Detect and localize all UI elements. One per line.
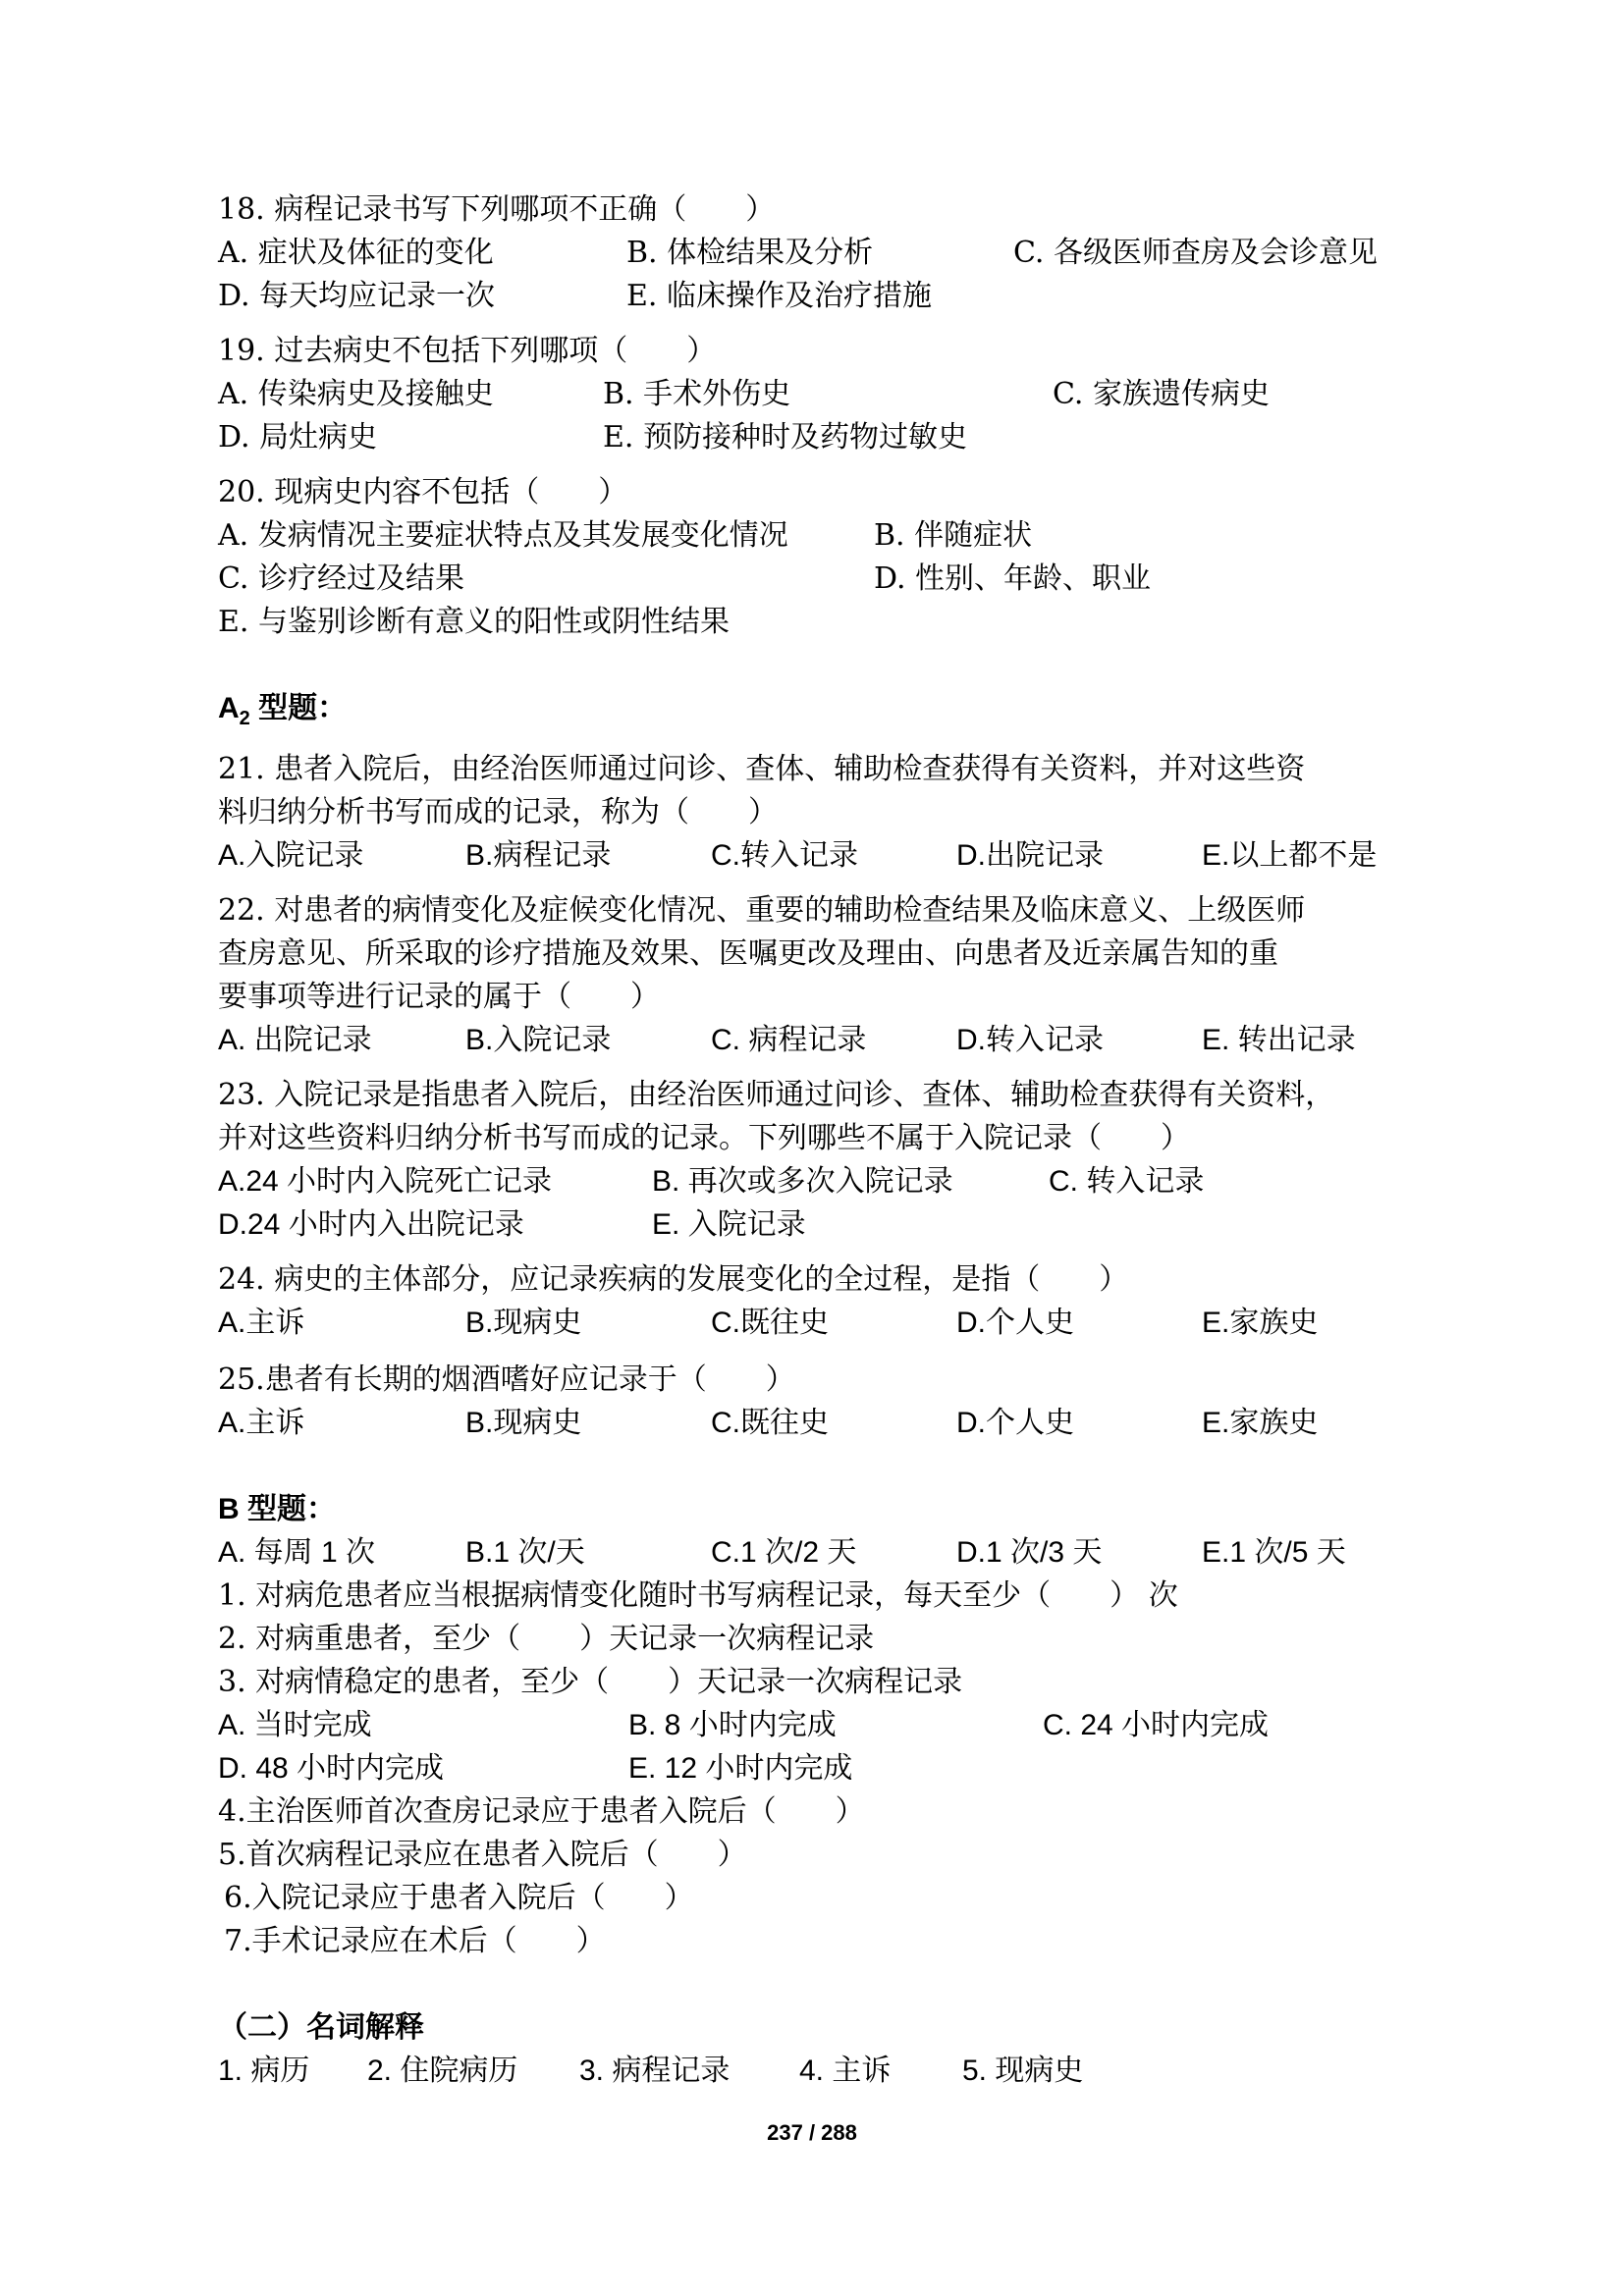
section-heading-b: B 型题：	[218, 1493, 336, 1525]
q22-stem-line1: 22. 对患者的病情变化及症候变化情况、重要的辅助检查结果及临床意义、上级医师	[218, 893, 1306, 928]
b-question-4: 4.主治医师首次查房记录应于患者入院后（ ）	[218, 1794, 865, 1829]
q21-option-a: A.入院记录	[218, 839, 364, 872]
b1-option-b: B.1 次/天	[465, 1536, 585, 1569]
q19-option-b: B. 手术外伤史	[603, 377, 791, 411]
q23-option-a: A.24 小时内入院死亡记录	[218, 1165, 553, 1198]
q18-option-b: B. 体检结果及分析	[626, 236, 874, 270]
q25-option-a: A.主诉	[218, 1407, 305, 1439]
q22-stem-line2: 查房意见、所采取的诊疗措施及效果、医嘱更改及理由、向患者及近亲属告知的重	[218, 936, 1278, 971]
b1-option-e: E.1 次/5 天	[1202, 1536, 1346, 1569]
q22-stem-line3: 要事项等进行记录的属于（ ）	[218, 980, 660, 1014]
q19-option-d: D. 局灶病史	[218, 420, 378, 454]
b1-option-c: C.1 次/2 天	[711, 1536, 857, 1569]
q20-option-b: B. 伴随症状	[874, 518, 1033, 553]
b2-option-d: D. 48 小时内完成	[218, 1752, 445, 1785]
q18-option-a: A. 症状及体征的变化	[218, 236, 494, 270]
q23-option-d: D.24 小时内入出院记录	[218, 1208, 524, 1241]
q19-option-a: A. 传染病史及接触史	[218, 377, 494, 411]
b-question-7: 7.手术记录应在术后（ ）	[224, 1924, 606, 1958]
q25-option-c: C.既往史	[711, 1407, 829, 1439]
term-item: 2. 住院病历	[367, 2055, 518, 2087]
q24-option-c: C.既往史	[711, 1307, 829, 1339]
q24-option-e: E.家族史	[1202, 1307, 1319, 1339]
q21-option-c: C.转入记录	[711, 839, 858, 872]
q23-stem-line1: 23. 入院记录是指患者入院后，由经治医师通过问诊、查体、辅助检查获得有关资料，	[218, 1078, 1335, 1112]
q23-option-c: C. 转入记录	[1049, 1165, 1205, 1198]
b2-option-a: A. 当时完成	[218, 1709, 372, 1741]
term-item: 4. 主诉	[799, 2055, 892, 2087]
page-number: 237 / 288	[767, 2120, 857, 2145]
b1-option-a: A. 每周 1 次	[218, 1536, 376, 1569]
q20-option-a: A. 发病情况主要症状特点及其发展变化情况	[218, 518, 788, 553]
q25-option-e: E.家族史	[1202, 1407, 1319, 1439]
term-item: 1. 病历	[218, 2055, 310, 2087]
q18-option-d: D. 每天均应记录一次	[218, 279, 496, 313]
b-question-5: 5.首次病程记录应在患者入院后（ ）	[218, 1838, 747, 1872]
b-question-6: 6.入院记录应于患者入院后（ ）	[224, 1881, 694, 1915]
b-question-2: 2. 对病重患者，至少（ ）天记录一次病程记录	[218, 1622, 875, 1656]
q23-option-b: B. 再次或多次入院记录	[652, 1165, 953, 1198]
q21-stem-line1: 21. 患者入院后，由经治医师通过问诊、查体、辅助检查获得有关资料，并对这些资	[218, 752, 1306, 786]
section-heading-a2: $A_2$ 型题：	[218, 692, 348, 729]
q21-stem-line2: 料归纳分析书写而成的记录，称为（ ）	[218, 795, 778, 829]
q20-stem: 20. 现病史内容不包括（ ）	[218, 475, 628, 509]
term-item: 5. 现病史	[962, 2055, 1084, 2087]
b2-option-c: C. 24 小时内完成	[1043, 1709, 1270, 1741]
q18-option-c: C. 各级医师查房及会诊意见	[1013, 236, 1378, 270]
q22-option-c: C. 病程记录	[711, 1024, 867, 1056]
q24-option-b: B.现病史	[465, 1307, 582, 1339]
q18-option-e: E. 临床操作及治疗措施	[626, 279, 932, 313]
q21-option-e: E.以上都不是	[1202, 839, 1378, 872]
q22-option-b: B.入院记录	[465, 1024, 612, 1056]
q22-option-a: A. 出院记录	[218, 1024, 372, 1056]
q23-stem-line2: 并对这些资料归纳分析书写而成的记录。下列哪些不属于入院记录（ ）	[218, 1121, 1190, 1155]
b2-option-b: B. 8 小时内完成	[628, 1709, 837, 1741]
q25-option-d: D.个人史	[956, 1407, 1074, 1439]
q21-option-b: B.病程记录	[465, 839, 612, 872]
q20-option-c: C. 诊疗经过及结果	[218, 561, 464, 596]
q22-option-d: D.转入记录	[956, 1024, 1104, 1056]
b2-option-e: E. 12 小时内完成	[628, 1752, 853, 1785]
q25-stem: 25.患者有长期的烟酒嗜好应记录于（ ）	[218, 1362, 795, 1397]
q25-option-b: B.现病史	[465, 1407, 582, 1439]
q18-stem: 18. 病程记录书写下列哪项不正确（ ）	[218, 192, 776, 227]
q20-option-e: E. 与鉴别诊断有意义的阳性或阴性结果	[218, 605, 730, 639]
q22-option-e: E. 转出记录	[1202, 1024, 1356, 1056]
q19-option-c: C. 家族遗传病史	[1053, 377, 1270, 411]
b-question-3: 3. 对病情稳定的患者，至少（ ）天记录一次病程记录	[218, 1665, 963, 1699]
q23-option-e: E. 入院记录	[652, 1208, 806, 1241]
q24-option-a: A.主诉	[218, 1307, 305, 1339]
b1-option-d: D.1 次/3 天	[956, 1536, 1103, 1569]
q21-option-d: D.出院记录	[956, 839, 1104, 872]
q24-stem: 24. 病史的主体部分，应记录疾病的发展变化的全过程，是指（ ）	[218, 1262, 1129, 1297]
section-heading-terms: （二）名词解释	[218, 2011, 424, 2044]
term-item: 3. 病程记录	[579, 2055, 731, 2087]
b-question-1: 1. 对病危患者应当根据病情变化随时书写病程记录，每天至少（ ） 次	[218, 1578, 1178, 1613]
q19-option-e: E. 预防接种时及药物过敏史	[603, 420, 967, 454]
q20-option-d: D. 性别、年龄、职业	[874, 561, 1152, 596]
q19-stem: 19. 过去病史不包括下列哪项（ ）	[218, 334, 717, 368]
q24-option-d: D.个人史	[956, 1307, 1074, 1339]
